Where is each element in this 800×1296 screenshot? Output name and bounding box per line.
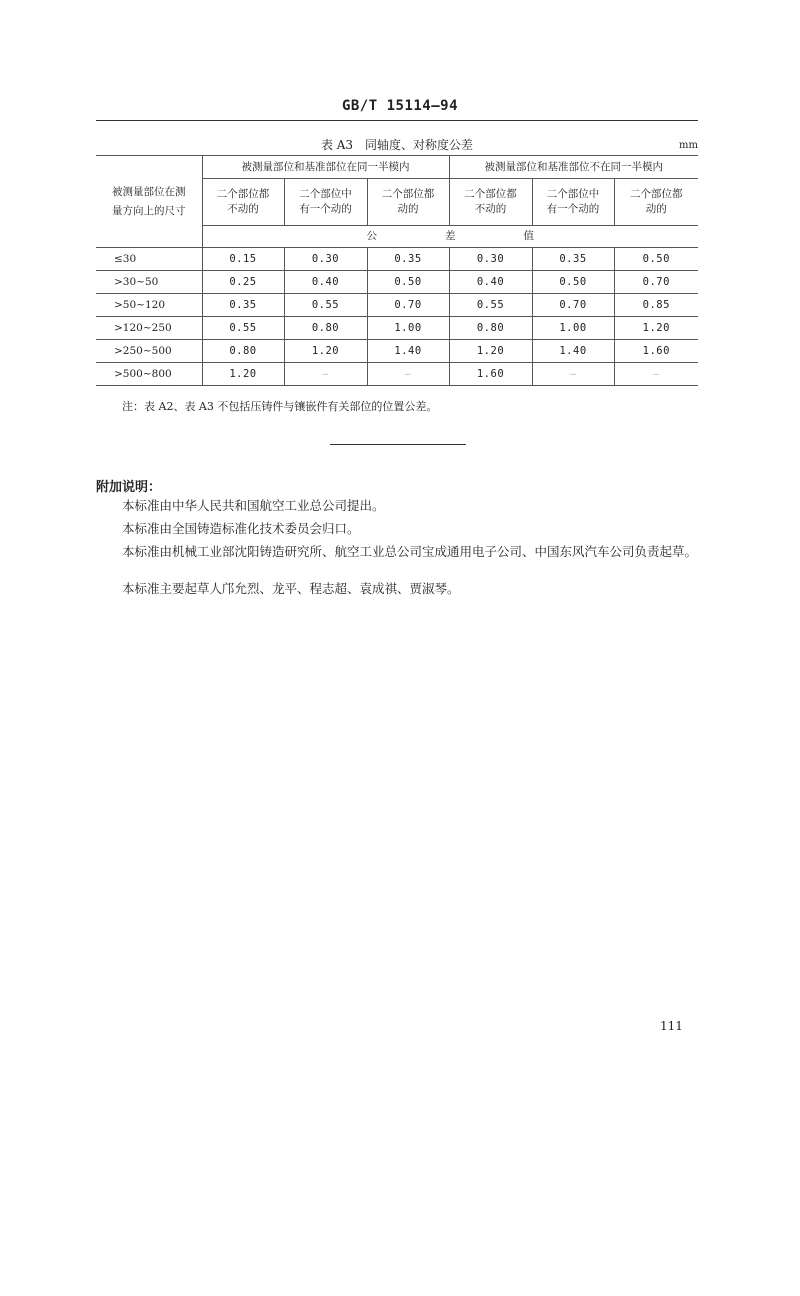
value-cell: 0.80 <box>202 340 284 363</box>
table-row <box>96 340 698 363</box>
value-cell: 1.00 <box>532 317 614 340</box>
value-cell: 0.50 <box>614 248 698 271</box>
table-note: 注：表 A2、表 A3 不包括压铸件与镶嵌件有关部位的位置公差。 <box>122 400 438 413</box>
size-cell: ≤30 <box>96 248 202 271</box>
section-divider <box>330 444 466 445</box>
group-header-different-mold: 被测量部位和基准部位不在同一半模内 <box>449 156 698 179</box>
size-cell: >250~500 <box>96 340 202 363</box>
value-cell: 1.20 <box>284 340 367 363</box>
value-cell: — <box>367 363 449 386</box>
value-cell: 1.60 <box>449 363 532 386</box>
value-cell: 0.50 <box>532 271 614 294</box>
group-header-same-mold: 被测量部位和基准部位在同一半模内 <box>202 156 449 179</box>
value-cell: 0.35 <box>202 294 284 317</box>
table-row <box>96 363 698 386</box>
value-cell: 0.80 <box>449 317 532 340</box>
value-cell: 0.70 <box>532 294 614 317</box>
value-cell: 0.70 <box>614 271 698 294</box>
value-cell: 0.30 <box>284 248 367 271</box>
value-cell: 0.25 <box>202 271 284 294</box>
sub-header: 二个部位都不动的 <box>202 179 284 226</box>
value-cell: 0.35 <box>532 248 614 271</box>
additional-paragraph: 本标准主要起草人邝允烈、龙平、程志超、袁成祺、贾淑琴。 <box>122 581 460 596</box>
value-cell: 1.60 <box>614 340 698 363</box>
value-cell: 0.70 <box>367 294 449 317</box>
value-cell: 1.40 <box>532 340 614 363</box>
value-cell: 1.40 <box>367 340 449 363</box>
value-cell: 0.50 <box>367 271 449 294</box>
size-cell: >500~800 <box>96 363 202 386</box>
value-cell: 1.20 <box>202 363 284 386</box>
value-cell: 0.30 <box>449 248 532 271</box>
size-cell: >50~120 <box>96 294 202 317</box>
additional-notes-title: 附加说明： <box>96 480 162 495</box>
sub-header: 二个部位中有一个动的 <box>284 179 367 226</box>
sub-header: 二个部位都动的 <box>614 179 698 226</box>
value-cell: 1.20 <box>449 340 532 363</box>
value-cell: 0.40 <box>449 271 532 294</box>
sub-header: 二个部位中有一个动的 <box>532 179 614 226</box>
table-row <box>96 317 698 340</box>
value-cell: 1.00 <box>367 317 449 340</box>
value-cell: — <box>614 363 698 386</box>
size-cell: >30~50 <box>96 271 202 294</box>
value-cell: — <box>532 363 614 386</box>
value-cell: 0.55 <box>449 294 532 317</box>
value-cell: 0.55 <box>202 317 284 340</box>
tolerance-table <box>96 155 698 386</box>
value-header-text: 公差值 <box>366 230 603 242</box>
value-cell: 0.85 <box>614 294 698 317</box>
standard-number-header: GB/T 15114—94 <box>341 98 459 114</box>
table-caption: 表 A3 同轴度、对称度公差 <box>320 138 474 152</box>
table-row <box>96 271 698 294</box>
sub-header: 二个部位都不动的 <box>449 179 532 226</box>
row-header-cell: 被测量部位在测量方向上的尺寸 <box>96 156 202 248</box>
value-header <box>202 226 698 248</box>
size-cell: >120~250 <box>96 317 202 340</box>
additional-paragraph: 本标准由机械工业部沈阳铸造研究所、航空工业总公司宝成通用电子公司、中国东风汽车公司负责起草。 <box>122 544 698 559</box>
header-rule <box>96 120 698 121</box>
sub-header: 二个部位都动的 <box>367 179 449 226</box>
additional-paragraph: 本标准由中华人民共和国航空工业总公司提出。 <box>122 498 385 513</box>
additional-paragraph: 本标准由全国铸造标准化技术委员会归口。 <box>122 521 360 536</box>
value-cell: — <box>284 363 367 386</box>
table-row <box>96 248 698 271</box>
value-cell: 0.40 <box>284 271 367 294</box>
table-unit: mm <box>679 140 698 151</box>
value-cell: 0.15 <box>202 248 284 271</box>
value-cell: 1.20 <box>614 317 698 340</box>
page-number: 111 <box>660 1019 683 1033</box>
value-cell: 0.35 <box>367 248 449 271</box>
value-cell: 0.55 <box>284 294 367 317</box>
value-cell: 0.80 <box>284 317 367 340</box>
table-row <box>96 294 698 317</box>
